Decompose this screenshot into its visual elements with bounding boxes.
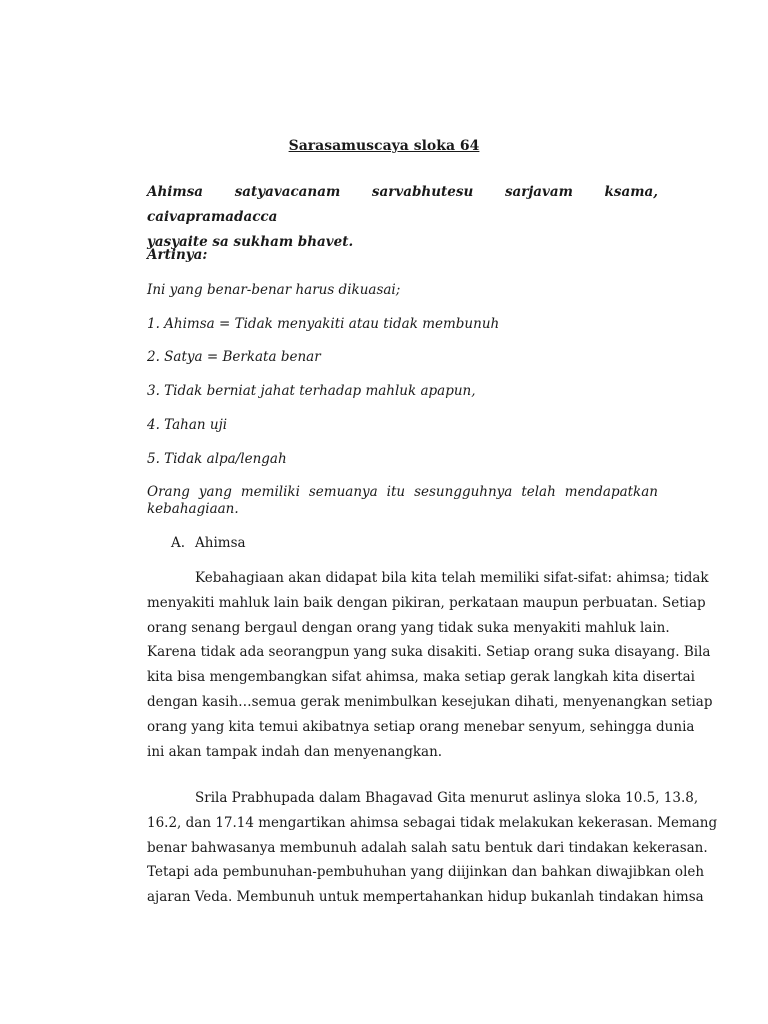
closing-line-1: Orang yang memiliki semuanya itu sesungguhnya telah mendapatkan xyxy=(147,484,658,500)
closing-statement xyxy=(147,484,658,518)
artinya-label: Artinya: xyxy=(147,247,208,263)
section-heading xyxy=(171,535,246,551)
paragraph-ahimsa xyxy=(147,566,713,764)
closing-line-2: kebahagiaan. xyxy=(147,501,239,517)
sloka-line-2: yasyaite sa sukham bhavet. xyxy=(147,234,354,250)
paragraph-line: dengan kasih…semua gerak menimbulkan kesejukan dihati, menyenangkan setiap xyxy=(147,693,713,710)
paragraph-line: Tetapi ada pembunuhan-pembuhuhan yang diijinkan dan bahkan diwajibkan oleh xyxy=(147,864,705,881)
intro-line: Ini yang benar-benar harus dikuasai; xyxy=(147,282,401,298)
paragraph-prabhupada xyxy=(147,786,718,910)
paragraph-line: Karena tidak ada seorangpun yang suka disakiti. Setiap orang suka disayang. Bila xyxy=(147,644,711,661)
paragraph-line: menyakiti mahluk lain baik dengan pikiran, perkataan maupun perbuatan. Setiap xyxy=(147,594,706,611)
list-item: 5. Tidak alpa/lengah xyxy=(147,451,287,467)
list-item: 2. Satya = Berkata benar xyxy=(147,349,321,365)
paragraph-line: ajaran Veda. Membunuh untuk mempertahankan hidup bukanlah tindakan himsa xyxy=(147,889,704,906)
paragraph-line: 16.2, dan 17.14 mengartikan ahimsa sebagai tidak melakukan kekerasan. Memang xyxy=(147,814,718,831)
list-item: 4. Tahan uji xyxy=(147,417,228,433)
paragraph-line: orang senang bergaul dengan orang yang tidak suka menyakiti mahluk lain. xyxy=(147,619,670,636)
sloka-line-1: Ahimsa satyavacanam sarvabhutesu sarjavam ksama, caivapramadacca xyxy=(147,184,658,225)
page-title: Sarasamuscaya sloka 64 xyxy=(288,138,480,154)
section-title: Ahimsa xyxy=(195,535,246,551)
sloka-verse xyxy=(147,180,658,255)
list-item: 3. Tidak berniat jahat terhadap mahluk apapun, xyxy=(147,383,476,399)
paragraph-line: ini akan tampak indah dan menyenangkan. xyxy=(147,743,443,760)
paragraph-line: Kebahagiaan akan didapat bila kita telah memiliki sifat-sifat: ahimsa; tidak xyxy=(195,570,709,586)
paragraph-line: orang yang kita temui akibatnya setiap orang menebar senyum, sehingga dunia xyxy=(147,718,695,735)
list-item: 1. Ahimsa = Tidak menyakiti atau tidak membunuh xyxy=(147,316,500,332)
section-letter: A. xyxy=(171,535,186,551)
paragraph-line: benar bahwasanya membunuh adalah salah satu bentuk dari tindakan kekerasan. xyxy=(147,839,708,856)
paragraph-line: Srila Prabhupada dalam Bhagavad Gita menurut aslinya sloka 10.5, 13.8, xyxy=(195,790,699,806)
paragraph-line: kita bisa mengembangkan sifat ahimsa, maka setiap gerak langkah kita disertai xyxy=(147,669,695,686)
